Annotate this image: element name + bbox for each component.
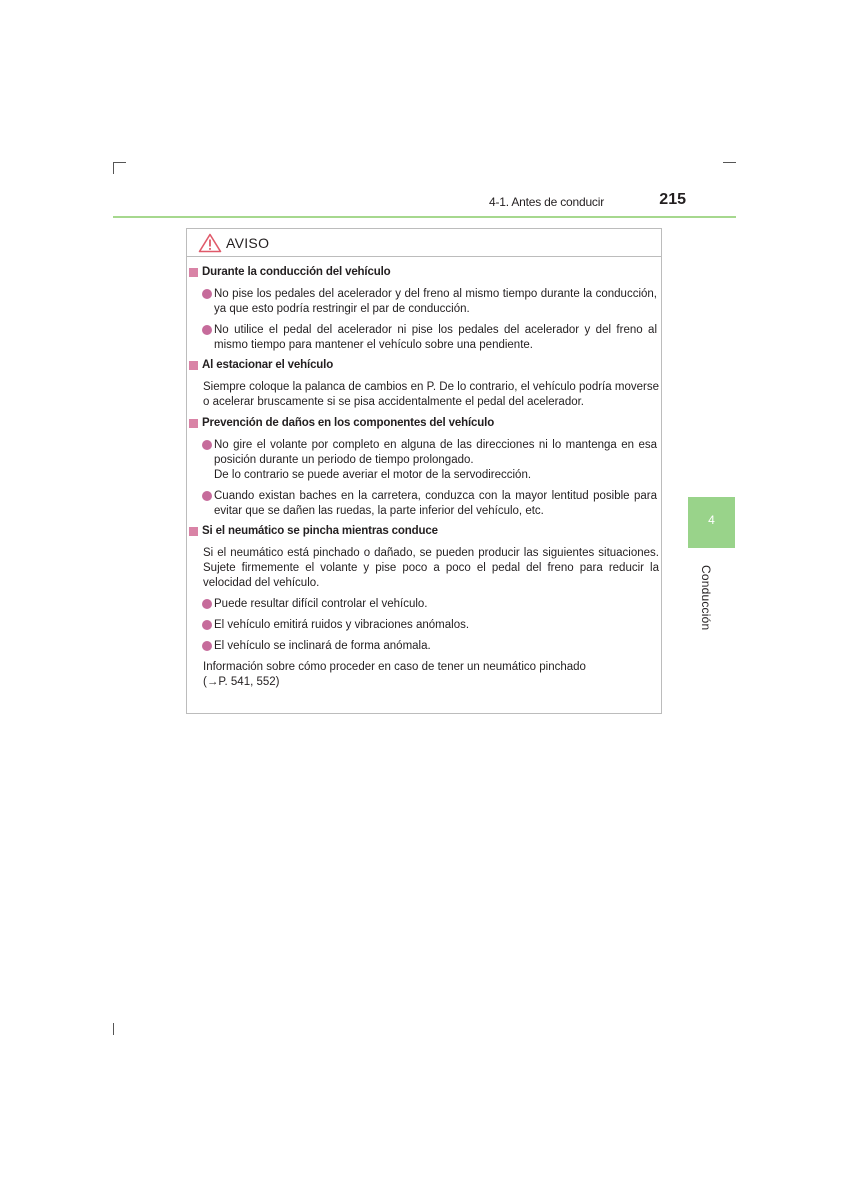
round-bullet-icon xyxy=(202,599,212,609)
square-bullet-icon xyxy=(189,361,198,370)
list-item-text: No gire el volante por completo en alguna de las direcciones ni lo mantenga en esa posición durante un periodo de tiempo prolongado. xyxy=(214,439,657,466)
page-reference: (→P. 541, 552) xyxy=(203,676,280,688)
section-heading: Si el neumático se pincha mientras conduce xyxy=(189,524,659,539)
warning-title: AVISO xyxy=(226,234,270,251)
list-item: El vehículo emitirá ruidos y vibraciones anómalos. xyxy=(202,618,659,633)
page-number: 215 xyxy=(659,191,686,208)
round-bullet-icon xyxy=(202,440,212,450)
info-line: Información sobre cómo proceder en caso de tener un neumático pinchado xyxy=(203,661,586,673)
crop-mark-top-left-horizontal xyxy=(113,162,126,163)
square-bullet-icon xyxy=(189,268,198,277)
square-bullet-icon xyxy=(189,419,198,428)
round-bullet-icon xyxy=(202,491,212,501)
list-item: No utilice el pedal del acelerador ni pise los pedales del acelerador y del freno al mismo tiempo para mantener el vehículo sobre una pendiente. xyxy=(202,323,659,353)
paragraph: Si el neumático está pinchado o dañado, se pueden producir las siguientes situaciones. Sujete firmemente el volante y pise poco a poco el pedal del freno para reducir la velocidad del vehículo. xyxy=(203,547,659,589)
list-item: Cuando existan baches en la carretera, conduzca con la mayor lentitud posible para evitar que se dañen las ruedas, la parte inferior del vehículo, etc. xyxy=(202,489,659,519)
crop-mark-bottom-left-vertical xyxy=(113,1023,114,1035)
warning-box xyxy=(186,228,662,714)
warning-triangle-icon xyxy=(198,233,222,253)
chapter-tab xyxy=(688,497,735,548)
list-item: El vehículo se inclinará de forma anómala. xyxy=(202,639,659,654)
list-item: No pise los pedales del acelerador y del freno al mismo tiempo durante la conducción, ya que esto podría restringir el par de conducción. xyxy=(202,287,659,317)
round-bullet-icon xyxy=(202,620,212,630)
warning-content xyxy=(189,265,659,696)
section-heading: Durante la conducción del vehículo xyxy=(189,265,659,280)
chapter-number: 4 xyxy=(708,512,715,527)
crop-mark-top-right-horizontal xyxy=(723,162,736,163)
paragraph xyxy=(203,660,659,690)
list-item xyxy=(202,438,659,483)
crop-mark-top-left-vertical xyxy=(113,162,114,174)
round-bullet-icon xyxy=(202,641,212,651)
round-bullet-icon xyxy=(202,289,212,299)
header-divider xyxy=(113,216,736,218)
chapter-label: Conducción xyxy=(699,565,713,631)
square-bullet-icon xyxy=(189,527,198,536)
section-title: 4-1. Antes de conducir xyxy=(488,195,604,209)
section-heading: Prevención de daños en los componentes del vehículo xyxy=(189,416,659,431)
paragraph: Siempre coloque la palanca de cambios en P. De lo contrario, el vehículo podría moverse o acelerar bruscamente si se pisa accidentalmente el pedal del acelerador. xyxy=(203,381,659,408)
warning-header xyxy=(187,229,661,257)
list-item-note: De lo contrario se puede averiar el motor de la servodirección. xyxy=(214,469,532,481)
round-bullet-icon xyxy=(202,325,212,335)
section-heading: Al estacionar el vehículo xyxy=(189,358,659,373)
list-item: Puede resultar difícil controlar el vehículo. xyxy=(202,597,659,612)
